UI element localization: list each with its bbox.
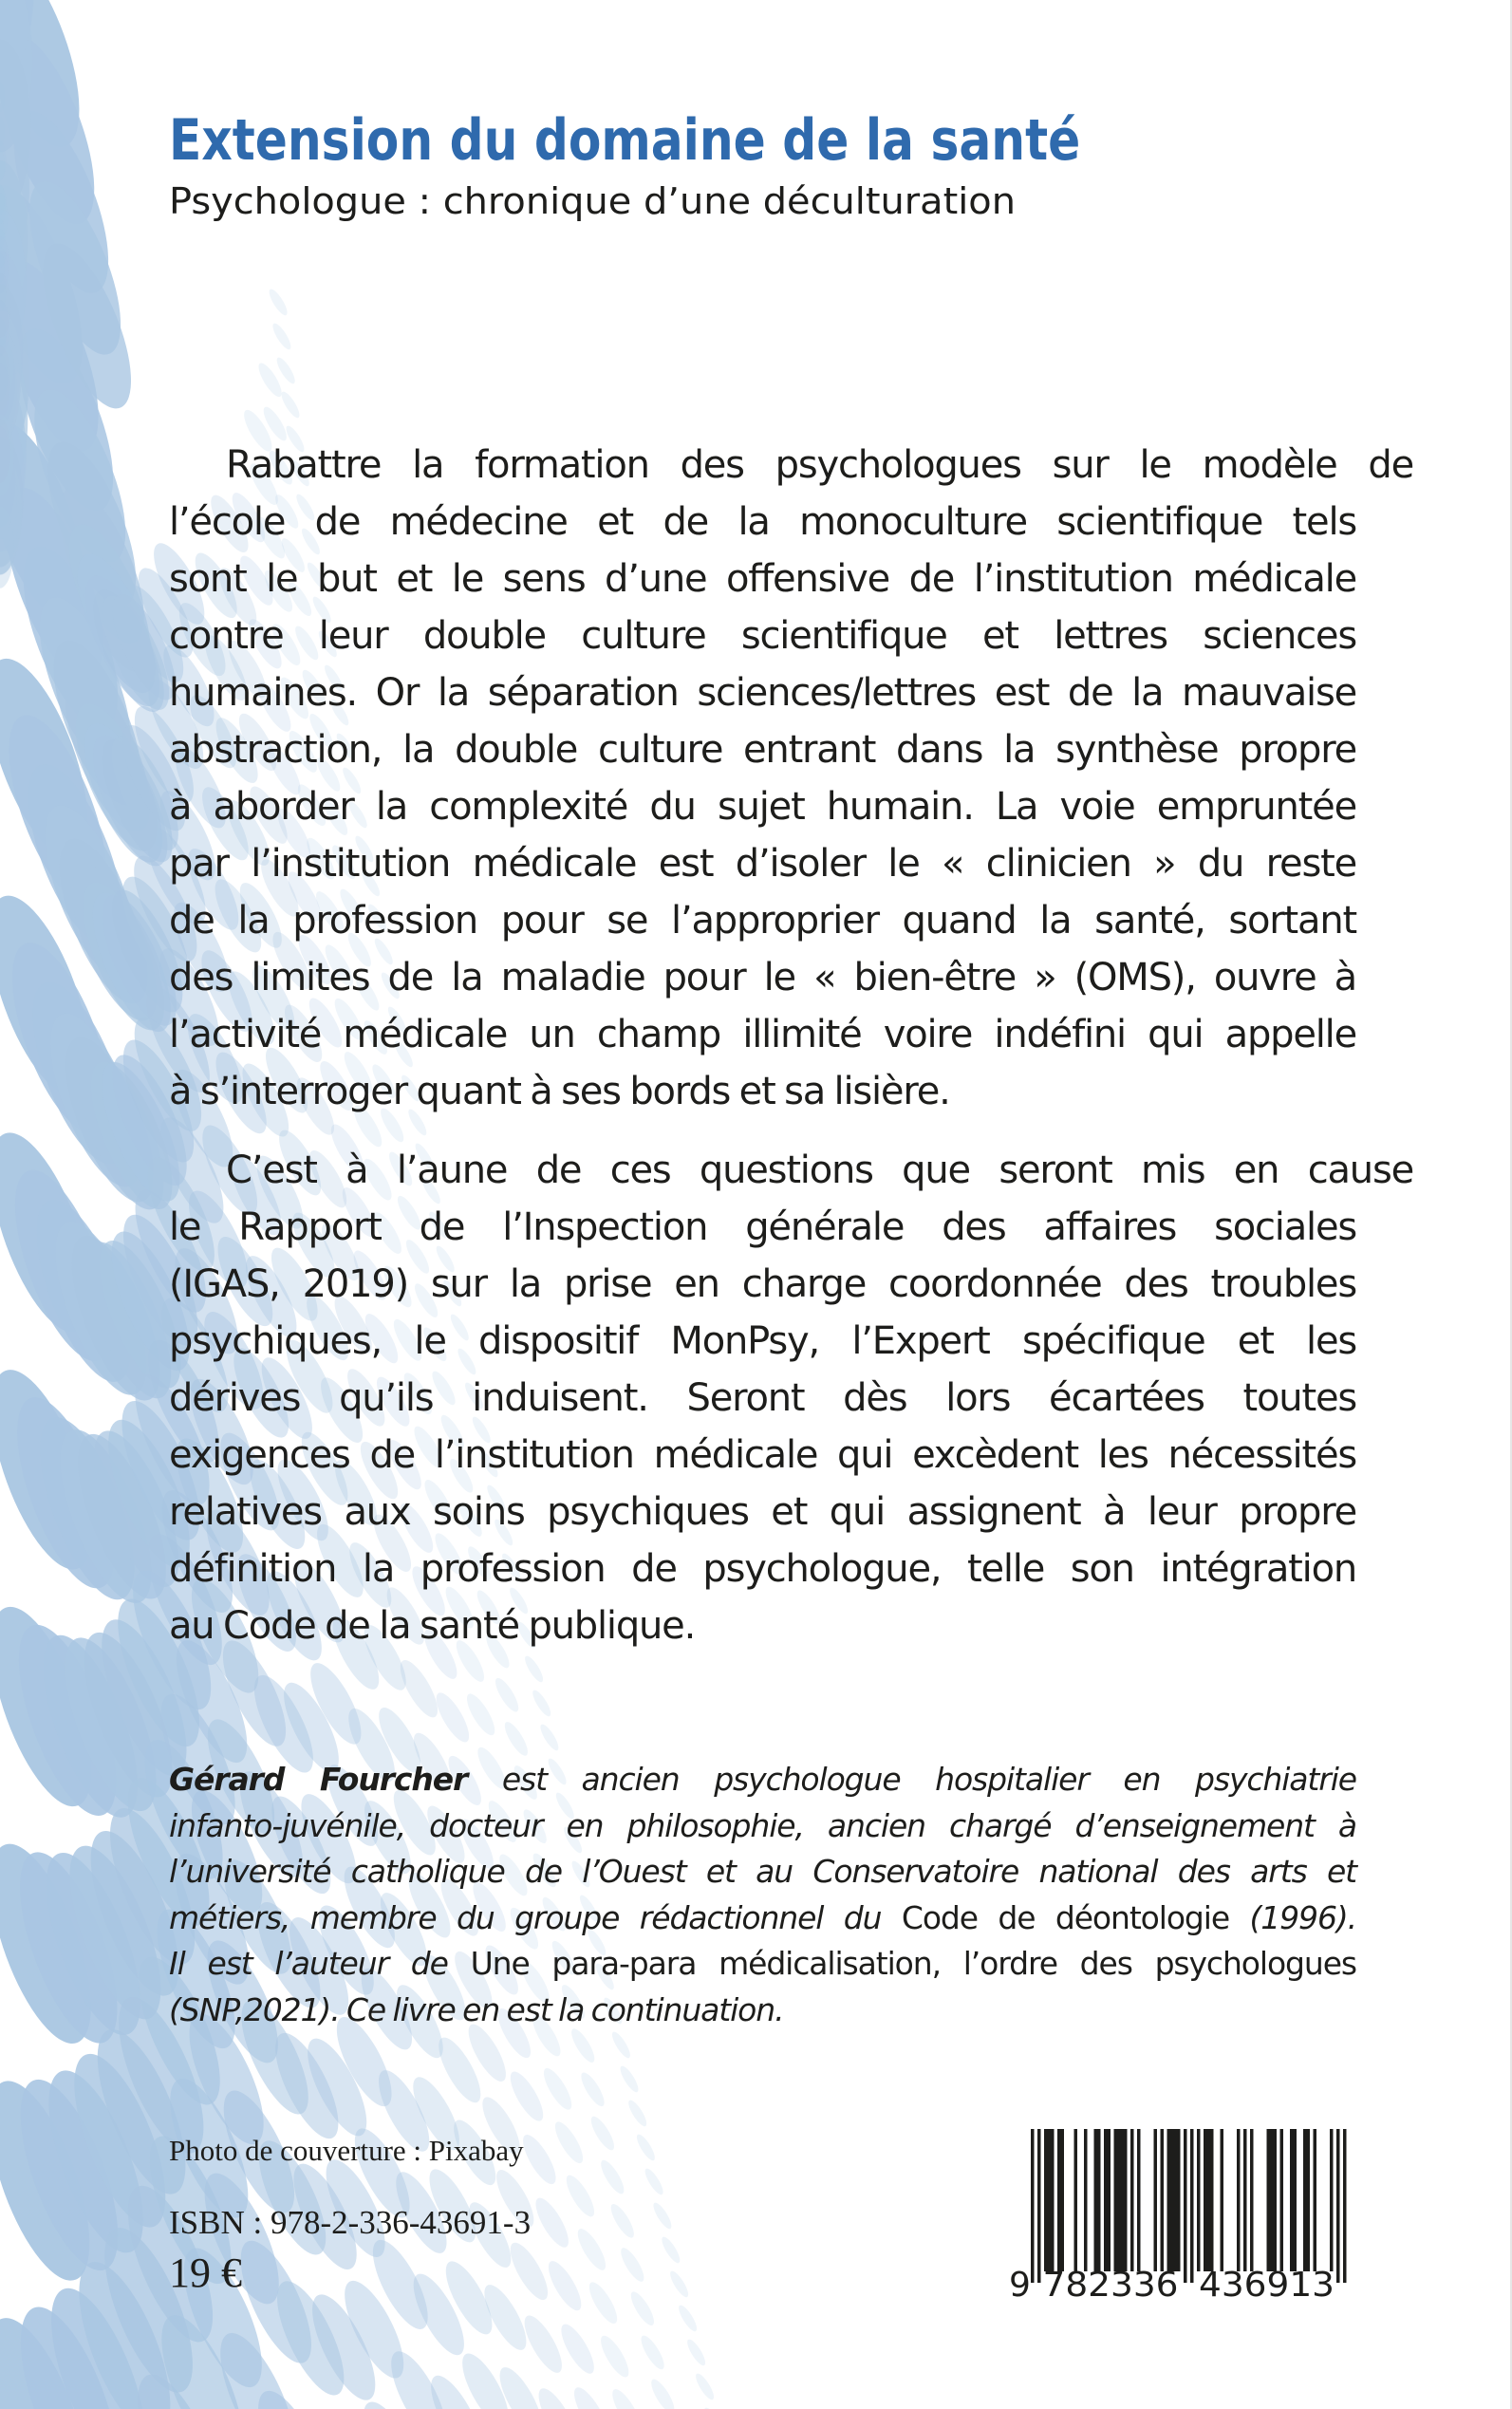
svg-text:782336: 782336 bbox=[1042, 2266, 1179, 2305]
blurb-line: l’activité médicale un champ illimité voire indéfini qui appelle bbox=[169, 1013, 1356, 1056]
blurb-line: Rabattre la formation des psychologues sur le modèle de bbox=[226, 443, 1413, 487]
blurb-line: humaines. Or la séparation sciences/lettres est de la mauvaise bbox=[169, 671, 1356, 715]
blurb-line: (IGAS, 2019) sur la prise en charge coordonnée des troubles bbox=[169, 1262, 1356, 1306]
blurb-line: de la profession pour se l’approprier quand la santé, sortant bbox=[169, 899, 1356, 943]
blurb-line: à s’interroger quant à ses bords et sa lisière. bbox=[169, 1070, 950, 1113]
blurb-line: relatives aux soins psychiques et qui assignent à leur propre bbox=[169, 1490, 1356, 1534]
bio-line bbox=[169, 1757, 1356, 1803]
bio-text: métiers, membre du groupe rédactionnel du bbox=[169, 1898, 902, 1936]
bio-line: infanto-juvénile, docteur en philosophie, ancien chargé d’enseignement à bbox=[169, 1806, 1356, 1844]
blurb-line: au Code de la santé publique. bbox=[169, 1604, 696, 1648]
bio-text: est ancien psychologue hospitalier en psychiatrie bbox=[467, 1761, 1357, 1798]
bio-text: Il est l’auteur de bbox=[169, 1945, 471, 1983]
author-name: Gérard Fourcher bbox=[169, 1761, 468, 1798]
blurb-line: à aborder la complexité du sujet humain. La voie empruntée bbox=[169, 785, 1356, 829]
photo-credit: Photo de couverture : Pixabay bbox=[169, 2134, 524, 2167]
blurb-line: sont le but et le sens d’une offensive de l’institution médicale bbox=[169, 557, 1356, 601]
author-bio bbox=[169, 1757, 1356, 2034]
isbn: ISBN : 978-2-336-43691-3 bbox=[169, 2204, 532, 2241]
bio-line bbox=[169, 1941, 1356, 1988]
book-reference: Une para-para médicalisation, l’ordre des psychologues bbox=[470, 1945, 1357, 1983]
blurb-line: psychiques, le dispositif MonPsy, l’Expert spécifique et les bbox=[169, 1319, 1356, 1363]
svg-text:9: 9 bbox=[1009, 2266, 1031, 2305]
blurb-line: C’est à l’aune de ces questions que seront mis en cause bbox=[226, 1148, 1413, 1192]
blurb-line: contre leur double culture scientifique et lettres sciences bbox=[169, 614, 1356, 658]
bio-line bbox=[169, 1895, 1356, 1942]
blurb-line: le Rapport de l’Inspection générale des affaires sociales bbox=[169, 1205, 1356, 1249]
book-subtitle: Psychologue : chronique d’une déculturation bbox=[169, 180, 1016, 222]
blurb-paragraph-1 bbox=[169, 437, 1413, 1120]
ean13-barcode bbox=[1004, 2129, 1355, 2305]
bio-line: l’université catholique de l’Ouest et au Conservatoire national des arts et bbox=[169, 1853, 1356, 1891]
blurb-paragraph-2 bbox=[169, 1142, 1413, 1654]
blurb-line: abstraction, la double culture entrant dans la synthèse propre bbox=[169, 728, 1356, 772]
book-title: Extension du domaine de la santé bbox=[169, 107, 1081, 174]
blurb-line: des limites de la maladie pour le « bien-être » (OMS), ouvre à bbox=[169, 956, 1356, 999]
bio-line: (SNP,2021). Ce livre en est la continuation. bbox=[169, 1990, 784, 2028]
blurb-line: dérives qu’ils induisent. Seront dès lors écartées toutes bbox=[169, 1376, 1356, 1420]
svg-text:436913: 436913 bbox=[1199, 2266, 1335, 2305]
bio-text: (1996). bbox=[1229, 1898, 1356, 1936]
blurb-line: définition la profession de psychologue, telle son intégration bbox=[169, 1547, 1356, 1591]
book-reference: Code de déontologie bbox=[901, 1898, 1230, 1936]
blurb-line: l’école de médecine et de la monoculture scientifique tels bbox=[169, 500, 1356, 544]
barcode-bars bbox=[1004, 2129, 1355, 2305]
price: 19 € bbox=[169, 2250, 242, 2296]
blurb-line: par l’institution médicale est d’isoler le « clinicien » du reste bbox=[169, 842, 1356, 886]
blurb-line: exigences de l’institution médicale qui excèdent les nécessités bbox=[169, 1433, 1356, 1477]
